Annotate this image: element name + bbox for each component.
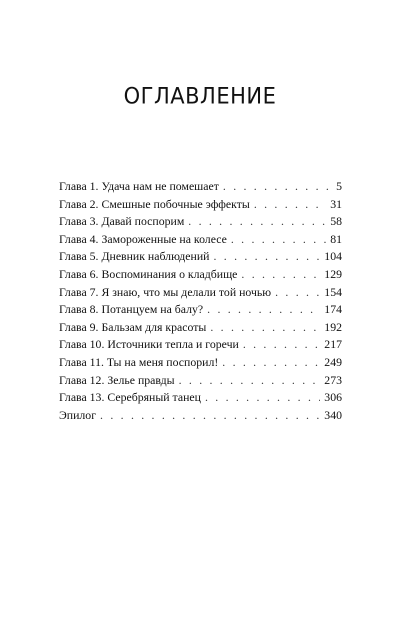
toc-entry-page: 5 xyxy=(336,179,342,193)
toc-entry-page: 192 xyxy=(324,319,342,334)
toc-entry xyxy=(59,319,342,337)
toc-leader-dots xyxy=(243,336,320,354)
toc-entry-title: Глава 4. Замороженные на колесе xyxy=(59,231,227,246)
toc-leader-dots xyxy=(231,231,326,249)
toc-entry xyxy=(59,301,342,319)
toc-entry-title: Глава 8. Потанцуем на балу? xyxy=(59,302,204,317)
toc-entry-page: 154 xyxy=(324,284,342,299)
toc-entry xyxy=(59,196,342,214)
toc-entry-title: Глава 3. Давай поспорим xyxy=(59,214,185,229)
toc-entry-title: Глава 10. Источники тепла и горечи xyxy=(59,337,239,352)
toc-entry xyxy=(59,213,342,231)
toc-entry-title: Глава 9. Бальзам для красоты xyxy=(59,319,207,334)
toc-entry-page: 306 xyxy=(324,390,342,405)
toc-entry-title: Глава 13. Серебряный танец xyxy=(59,390,201,405)
toc-leader-dots xyxy=(210,319,320,337)
toc-leader-dots xyxy=(241,266,320,284)
toc-entry-page: 217 xyxy=(324,337,342,352)
toc-entry-title: Глава 7. Я знаю, что мы делали той ночью xyxy=(59,284,272,299)
toc-leader-dots xyxy=(222,354,320,372)
toc-entry-title: Глава 6. Воспоминания о кладбище xyxy=(59,266,238,281)
toc-entry xyxy=(59,248,342,266)
toc-leader-dots xyxy=(254,196,326,214)
toc-entry xyxy=(59,178,342,196)
toc-entry xyxy=(59,389,342,407)
toc-entry xyxy=(59,372,342,390)
toc-leader-dots xyxy=(188,213,326,231)
toc-entry-page: 174 xyxy=(324,302,342,317)
toc-entry-title: Глава 11. Ты на меня поспорил! xyxy=(59,354,219,369)
toc-entry xyxy=(59,336,342,354)
toc-leader-dots xyxy=(275,284,320,302)
toc-entry-title: Глава 1. Удача нам не помешает xyxy=(59,179,219,193)
toc-entry-page: 273 xyxy=(324,372,342,387)
toc-entry-page: 31 xyxy=(330,196,342,211)
toc-entry-page: 340 xyxy=(324,407,342,422)
toc-leader-dots xyxy=(179,372,321,390)
toc-entry-page: 249 xyxy=(324,354,342,369)
toc-entry-title: Эпилог xyxy=(59,407,97,422)
toc-entry-title: Глава 5. Дневник наблюдений xyxy=(59,249,210,264)
toc-entry-title: Глава 12. Зелье правды xyxy=(59,372,175,387)
toc-entry-page: 58 xyxy=(330,214,342,229)
toc-leader-dots xyxy=(100,407,320,425)
toc-entry-page: 129 xyxy=(324,266,342,281)
table-of-contents xyxy=(59,178,342,424)
toc-entry xyxy=(59,407,342,425)
toc-entry-page: 104 xyxy=(324,249,342,264)
toc-entry-page: 81 xyxy=(330,231,342,246)
toc-leader-dots xyxy=(213,248,320,266)
toc-leader-dots xyxy=(207,301,320,319)
toc-entry xyxy=(59,354,342,372)
toc-entry-title: Глава 2. Смешные побочные эффекты xyxy=(59,196,250,211)
toc-leader-dots xyxy=(205,389,320,407)
page-title: ОГЛАВЛЕНИЕ xyxy=(123,83,277,109)
toc-leader-dots xyxy=(223,178,332,196)
toc-entry xyxy=(59,284,342,302)
toc-entry xyxy=(59,231,342,249)
toc-entry xyxy=(59,266,342,284)
